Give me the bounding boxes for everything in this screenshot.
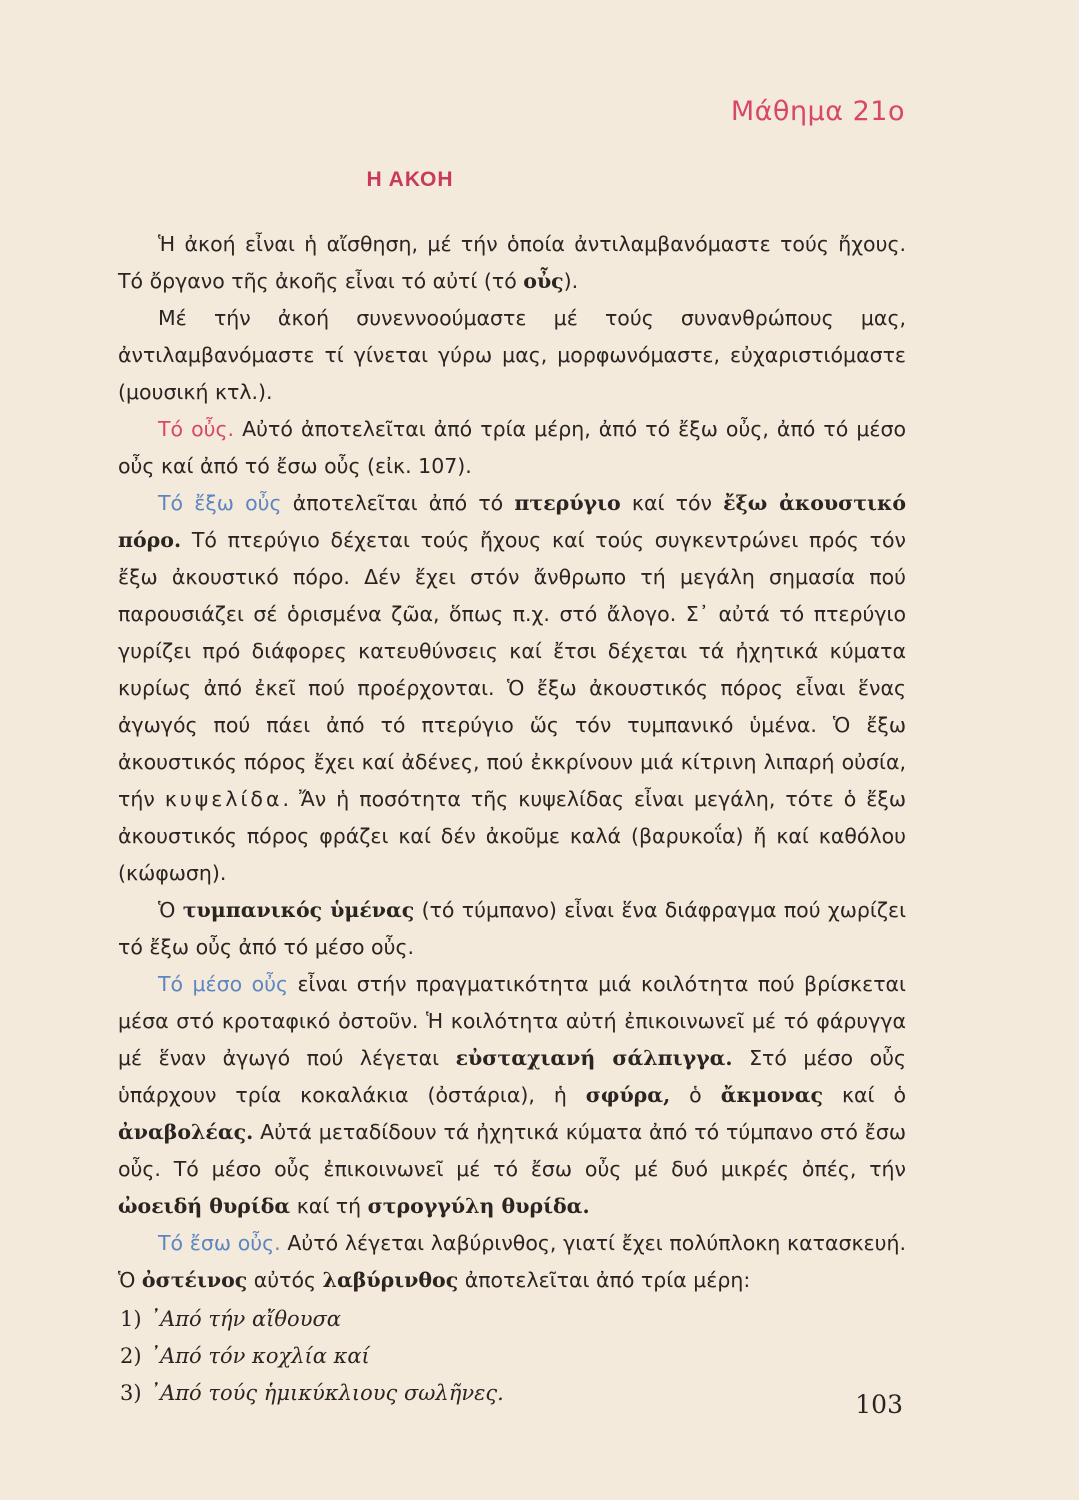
bold-term: τυμπανικός ὑμένας — [182, 898, 415, 922]
lesson-number: Μάθημα 21ο — [730, 96, 905, 127]
section-heading: Τό ἔσω οὖς. — [158, 1231, 281, 1255]
list-item: 3) ᾿Από τούς ἡμικύκλιους σωλῆνες. — [120, 1381, 504, 1405]
body-text — [118, 226, 906, 1412]
paragraph-uses: Μέ τήν ἀκοή συνεννοούμαστε μέ τούς συνανθρώπους μας, ἀντιλαμβανόμαστε τί γίνεται γύρω μας, μορφωνόμαστε, εὐχαριστιόμαστε (μουσική κτλ.). — [118, 306, 906, 404]
section-heading: Τό μέσο οὖς — [158, 972, 289, 996]
bold-term: σφύρα, — [585, 1083, 671, 1107]
section-heading: Τό ἔξω οὖς — [158, 491, 282, 515]
bold-term: ἄκμονας — [720, 1083, 823, 1107]
list-item: 2) ᾿Από τόν κοχλία καί — [120, 1344, 370, 1368]
list-item: 1) ᾿Από τήν αἴθουσα — [120, 1307, 341, 1331]
bold-term: στρογγύλη θυρίδα. — [367, 1194, 590, 1218]
bold-term: ἔξω ἀκουστικό πόρο. — [118, 491, 906, 552]
bold-term: πτερύγιο — [514, 491, 621, 515]
paragraph-definition: Ἡ ἀκοή εἶναι ἡ αἴσθηση, μέ τήν ὁποία ἀντιλαμβανόμαστε τούς ἤχους. Τό ὄργανο τῆς ἀκοῆς εἶναι τό αὐτί (τό οὖς). — [118, 232, 906, 293]
paragraph-ear: Τό οὖς. Αὐτό ἀποτελεῖται ἀπό τρία μέρη, ἀπό τό ἔξω οὖς, ἀπό τό μέσο οὖς καί ἀπό τό ἔσω οὖς (εἰκ. 107). — [118, 417, 906, 478]
page-title: Η ΑΚΟΗ — [366, 168, 454, 191]
bold-term: οὖς — [523, 269, 564, 293]
bold-term: εὐσταχιανή σάλπιγγα. — [455, 1046, 733, 1070]
paragraph-inner-ear: Τό ἔσω οὖς. Αὐτό λέγεται λαβύρινθος, γιατί ἔχει πολύπλοκη κατασκευή. Ὁ ὀστέινος αὐτός λαβύρινθος ἀποτελεῖται ἀπό τρία μέρη: — [118, 1231, 907, 1292]
bold-term: λαβύρινθος — [322, 1268, 459, 1292]
bold-term: ἀναβολέας. — [118, 1120, 254, 1144]
paragraph-eardrum: Ὁ τυμπανικός ὑμένας (τό τύμπανο) εἶναι ἕνα διάφραγμα πού χωρίζει τό ἔξω οὖς ἀπό τό μέσο οὖς. — [118, 898, 907, 959]
labyrinth-parts-list — [118, 1301, 906, 1412]
spaced-term: κυψελίδα — [164, 787, 283, 811]
paragraph-middle-ear: Τό μέσο οὖς εἶναι στήν πραγματικότητα μιά κοιλότητα πού βρίσκεται μέσα στό κροταφικό ὀστοῦν. Ἡ κοιλότητα αὐτή ἐπικοινωνεῖ μέ τό φάρυγγα μέ ἕναν ἀγωγό πού λέγεται εὐσταχιανή σάλπιγγα. Στό μέσο οὖς ὑπάρχουν τρία κοκαλάκια (ὀστάρια), ἡ σφύρα, ὁ ἄκμονας καί ὁ ἀναβολέας. Αὐτά μεταδίδουν τά ἠχητικά κύματα ἀπό τό τύμπανο στό ἔσω οὖς. Τό μέσο οὖς ἐπικοινωνεῖ μέ τό ἔσω οὖς μέ δυό μικρές ὀπές, τήν ὠοειδή θυρίδα καί τή στρογγύλη θυρίδα. — [118, 972, 907, 1218]
page-number: 103 — [855, 1390, 903, 1419]
bold-term: ὠοειδή θυρίδα — [118, 1194, 291, 1218]
paragraph-outer-ear: Τό ἔξω οὖς ἀποτελεῖται ἀπό τό πτερύγιο καί τόν ἔξω ἀκουστικό πόρο. Τό πτερύγιο δέχεται τούς ἤχους καί τούς συγκεντρώνει πρός τόν ἔξω ἀκουστικό πόρο. Δέν ἔχει στόν ἄνθρωπο τή μεγάλη σημασία πού παρουσιάζει σέ ὁρισμένα ζῶα, ὅπως π.χ. στό ἄλογο. Σ᾿ αὐτά τό πτερύγιο γυρίζει πρό διάφορες κατευθύνσεις καί ἔτσι δέχεται τά ἠχητικά κύματα κυρίως ἀπό ἐκεῖ πού προέρχονται. Ὁ ἔξω ἀκουστικός πόρος εἶναι ἕνας ἀγωγός πού πάει ἀπό τό πτερύγιο ὥς τόν τυμπανικό ὑμένα. Ὁ ἔξω ἀκουστικός πόρος ἔχει καί ἀδένες, πού ἐκκρίνουν μιά κίτρινη λιπαρή οὐσία, τήν κυψελίδα. Ἄν ἡ ποσότητα τῆς κυψελίδας εἶναι μεγάλη, τότε ὁ ἔξω ἀκουστικός πόρος φράζει καί δέν ἀκοῦμε καλά (βαρυκοΐα) ἤ καί καθόλου (κώφωση). — [118, 491, 906, 885]
section-heading: Τό οὖς. — [158, 417, 235, 441]
bold-term: ὀστέινος — [141, 1268, 248, 1292]
